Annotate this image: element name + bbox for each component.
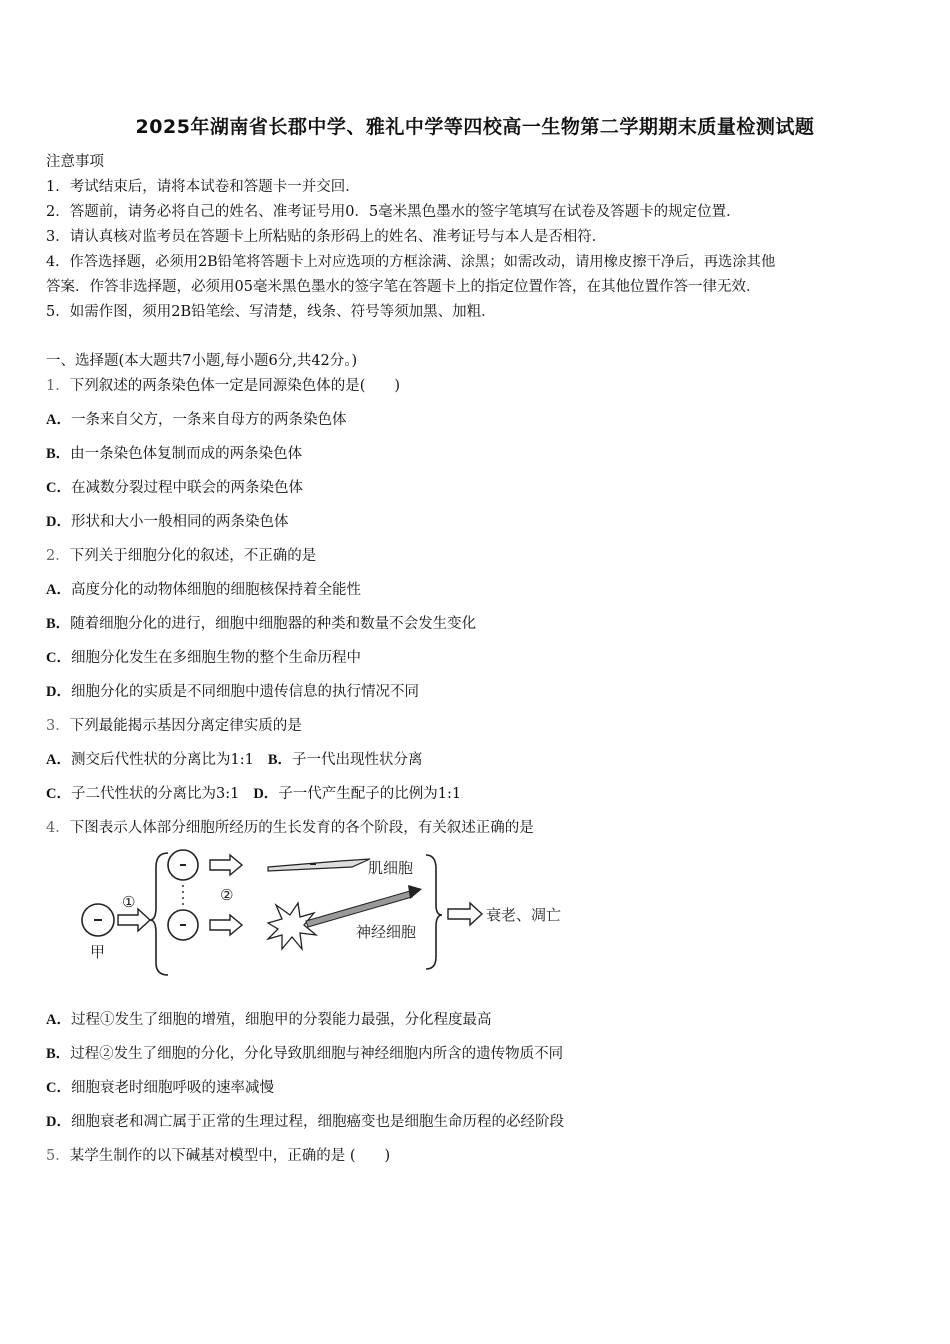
arrow-step1-icon xyxy=(118,909,150,931)
notice-item: 4．作答选择题，必须用2B铅笔将答题卡上对应选项的方框涂满、涂黑；如需改动，请用橡皮擦干净后，再选涂其他 xyxy=(46,254,776,270)
option-text: 随着细胞分化的进行，细胞中细胞器的种类和数量不会发生变化 xyxy=(70,616,477,632)
option-letter: C． xyxy=(46,480,71,496)
option-text: 一条来自父方，一条来自母方的两条染色体 xyxy=(70,412,347,428)
label-step2: ② xyxy=(220,886,234,904)
option-text: 细胞分化的实质是不同细胞中遗传信息的执行情况不同 xyxy=(70,684,419,700)
question-4-option-c xyxy=(46,1078,274,1098)
question-1-option-a xyxy=(46,410,346,430)
right-brace-icon xyxy=(426,855,442,969)
question-4-option-b xyxy=(46,1044,563,1064)
question-1-stem xyxy=(46,376,400,396)
option-letter: A． xyxy=(46,412,71,428)
question-1-option-d xyxy=(46,512,288,532)
question-2-stem xyxy=(46,546,316,566)
option-letter: A． xyxy=(46,1012,71,1028)
option-text: 高度分化的动物体细胞的细胞核保持着全能性 xyxy=(70,582,361,598)
option-letter: A． xyxy=(46,582,71,598)
option-letter: D． xyxy=(46,1114,71,1130)
question-number: 2． xyxy=(46,548,70,564)
label-result: 衰老、凋亡 xyxy=(486,906,562,924)
option-text: 子一代出现性状分离 xyxy=(292,752,423,768)
question-5-stem xyxy=(46,1146,390,1166)
option-letter: D． xyxy=(46,684,71,700)
cell-development-diagram xyxy=(70,845,590,980)
option-letter: B． xyxy=(46,616,71,632)
neuron-axon-icon xyxy=(306,891,412,927)
notice-item: 5．如需作图，须用2B铅笔绘、写清楚，线条、符号等须加黑、加粗． xyxy=(46,304,496,320)
question-text: 下列叙述的两条染色体一定是同源染色体的是( ) xyxy=(69,378,401,394)
question-1-option-b xyxy=(46,444,302,464)
option-letter: C． xyxy=(46,1080,71,1096)
question-2-option-a xyxy=(46,580,361,600)
question-4-stem xyxy=(46,818,534,838)
question-number: 5． xyxy=(46,1148,70,1164)
arrow-result-icon xyxy=(448,903,482,925)
question-text: 下列关于细胞分化的叙述，不正确的是 xyxy=(69,548,317,564)
option-text: 细胞衰老时细胞呼吸的速率减慢 xyxy=(70,1080,274,1096)
option-letter: B． xyxy=(267,752,292,768)
question-number: 1． xyxy=(46,378,70,394)
option-letter: D． xyxy=(253,786,279,802)
label-jia: 甲 xyxy=(90,943,106,961)
option-text: 过程②发生了细胞的分化，分化导致肌细胞与神经细胞内所含的遗传物质不同 xyxy=(70,1046,564,1062)
option-text: 在减数分裂过程中联会的两条染色体 xyxy=(70,480,303,496)
muscle-cell-icon xyxy=(268,859,370,871)
question-3-stem xyxy=(46,716,302,736)
notice-item: 1．考试结束后，请将本试卷和答题卡一并交回． xyxy=(46,179,360,195)
question-text: 下列最能揭示基因分离定律实质的是 xyxy=(69,718,302,734)
axon-tip-icon xyxy=(408,885,422,899)
arrow-top-icon xyxy=(210,855,242,875)
question-text: 某学生制作的以下碱基对模型中，正确的是 ( ) xyxy=(69,1148,391,1164)
question-4-option-a xyxy=(46,1010,491,1030)
label-step1: ① xyxy=(122,893,136,911)
question-number: 4． xyxy=(46,820,70,836)
question-2-option-b xyxy=(46,614,476,634)
page-title: 2025年湖南省长郡中学、雅礼中学等四校高一生物第二学期期末质量检测试题 xyxy=(135,116,815,138)
option-text: 形状和大小一般相同的两条染色体 xyxy=(70,514,289,530)
question-3-options-cd xyxy=(46,784,461,804)
left-brace-icon xyxy=(150,853,168,975)
notice-item: 3．请认真核对监考员在答题卡上所粘贴的条形码上的姓名、准考证号与本人是否相符． xyxy=(46,229,607,245)
option-text: 过程①发生了细胞的增殖，细胞甲的分裂能力最强，分化程度最高 xyxy=(70,1012,492,1028)
question-text: 下图表示人体部分细胞所经历的生长发育的各个阶段，有关叙述正确的是 xyxy=(69,820,534,836)
notice-item: 2．答题前，请务必将自己的姓名、准考证号用0．5毫米黑色墨水的签字笔填写在试卷及答题卡的规定位置． xyxy=(46,204,741,220)
option-text: 由一条染色体复制而成的两条染色体 xyxy=(70,446,303,462)
notice-item: 答案．作答非选择题，必须用05毫米黑色墨水的签字笔在答题卡上的指定位置作答，在其他位置作答一律无效． xyxy=(46,279,761,295)
option-letter: B． xyxy=(46,1046,71,1062)
option-letter: A． xyxy=(46,752,71,768)
option-letter: B． xyxy=(46,446,71,462)
option-text: 细胞分化发生在多细胞生物的整个生命历程中 xyxy=(70,650,361,666)
label-muscle-cell: 肌细胞 xyxy=(368,859,414,877)
option-letter: D． xyxy=(46,514,71,530)
option-letter: C． xyxy=(46,650,71,666)
question-2-option-d xyxy=(46,682,419,702)
question-number: 3． xyxy=(46,718,70,734)
question-3-options-ab xyxy=(46,750,423,770)
question-1-option-c xyxy=(46,478,303,498)
option-text: 测交后代性状的分离比为1:1 xyxy=(70,752,254,768)
option-letter: C． xyxy=(46,786,71,802)
question-4-option-d xyxy=(46,1112,564,1132)
label-nerve-cell: 神经细胞 xyxy=(356,923,417,941)
diagram-svg xyxy=(70,845,590,980)
option-text: 子一代产生配子的比例为1:1 xyxy=(278,786,462,802)
option-text: 细胞衰老和凋亡属于正常的生理过程，细胞癌变也是细胞生命历程的必经阶段 xyxy=(70,1114,564,1130)
section-heading: 一、选择题(本大题共7小题,每小题6分,共42分。) xyxy=(46,353,358,369)
notice-heading: 注意事项 xyxy=(46,154,104,170)
option-text: 子二代性状的分离比为3:1 xyxy=(70,786,240,802)
arrow-bottom-icon xyxy=(210,915,242,935)
question-2-option-c xyxy=(46,648,361,668)
